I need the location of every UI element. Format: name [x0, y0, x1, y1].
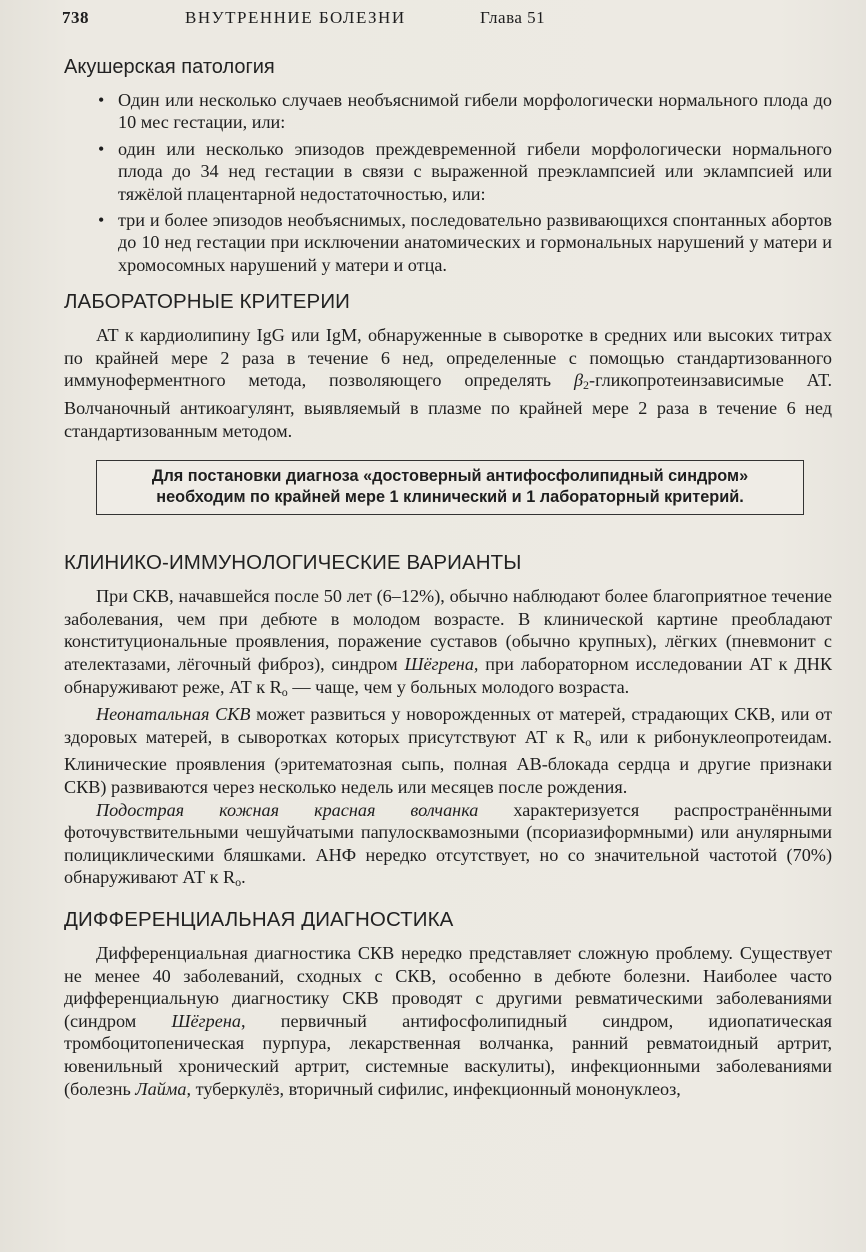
beta-symbol: β — [573, 370, 584, 391]
text-run: , туберкулёз, вторичный сифилис, инфекционный мононуклеоз, — [186, 1078, 681, 1099]
italic-term: Неонатальная СКВ — [96, 704, 251, 725]
page-number: 738 — [62, 8, 89, 27]
subscript: о — [281, 684, 288, 699]
diff-paragraph-1 — [64, 942, 832, 1100]
bullet-icon: • — [98, 210, 105, 231]
section-heading-lab: ЛАБОРАТОРНЫЕ КРИТЕРИИ — [64, 290, 350, 314]
variants-paragraph-2 — [64, 703, 832, 798]
section-heading-variants: КЛИНИКО-ИММУНОЛОГИЧЕСКИЕ ВАРИАНТЫ — [64, 551, 522, 575]
page-header — [62, 8, 842, 34]
page-content — [64, 56, 832, 1100]
bullet-icon: • — [98, 90, 105, 110]
text-run: . — [241, 867, 246, 888]
section-heading-diff: ДИФФЕРЕНЦИАЛЬНАЯ ДИАГНОСТИКА — [64, 907, 454, 931]
diagnosis-callout-box — [96, 460, 804, 515]
variants-paragraph-3 — [64, 799, 832, 894]
text-run: характеризуется распространёнными фоточувствительными чешуйчатыми папулосквамозными (псориазиформными) или анулярными полициклическими бляшками. АНФ нередко отсутствует, но со значительной частотой (70%) обнаруживают АТ к R — [64, 799, 832, 888]
text-run: Дифференциальная диагностика СКВ нередко представляет сложную проблему. Существует не менее 40 заболеваний, сходных с СКВ, особенно в дебюте болезни. Наиболее часто дифференциальную диагностику СКВ проводят с другими ревматическими заболеваниями (синдром — [64, 942, 832, 1031]
italic-term: Шёгрена — [171, 1010, 241, 1031]
italic-term: Лайма — [135, 1078, 187, 1099]
italic-term: Шёгрена — [404, 654, 474, 674]
list-item-text: три и более эпизодов необъяснимых, последовательно развивающихся спонтанных абортов до 10 нед гестации при исключении анатомических и гормональных нарушений у матери и хромосомных нарушений у матери и отца. — [118, 210, 832, 275]
list-item-text: Один или несколько случаев необъяснимой гибели морфологически нормального плода до 10 мес гестации, или: — [118, 90, 832, 133]
obstetric-criteria-list — [64, 89, 832, 276]
text-run: При СКВ, начавшейся после 50 лет (6–12%), обычно наблюдают более благоприятное течение заболевания, чем при дебюте в молодом возрасте. В клинической картине преобладают конституциональные проявления, поражение суставов (обычно крупных), лёгких (пневмонит с ателектазами, лёгочный фиброз), синдром — [64, 586, 832, 674]
text-run: — чаще, чем у больных молодого возраста. — [287, 676, 630, 697]
chapter-label: Глава 51 — [480, 8, 546, 27]
text-run: или к рибонуклеопротеидам. Клинические проявления (эритематозная сыпь, полная АВ-блокада сердца и другие признаки СКВ) развиваются через несколько недель или месяцев после рождения. — [64, 726, 832, 797]
running-title: ВНУТРЕННИЕ БОЛЕЗНИ — [185, 8, 406, 27]
text-run: , первичный антифосфолипидный синдром, идиопатическая тромбоцитопеническая пурпура, лекарственная волчанка, ранний ревматоидный артрит, ювенильный хронический артрит, системные васкулиты), инфекционными заболеваниями (болезнь — [64, 1010, 832, 1099]
list-item — [64, 138, 832, 205]
text-run: -гликопротеинзависимые АТ. Волчаночный антикоагулянт, выявляемый в плазме по крайней мере 2 раза в течение 6 нед стандартизованным методом. — [64, 370, 832, 441]
list-item — [64, 89, 832, 134]
callout-text: Для постановки диагноза «достоверный антифосфолипидный синдром» необходим по крайней мере 1 клинический и 1 лабораторный критерий. — [151, 467, 749, 507]
text-run: может развиться у новорожденных от матерей, страдающих СКВ, или от здоровых матерей, в сыворотках которых присутствуют АТ к R — [64, 704, 832, 747]
subscript: о — [235, 875, 242, 890]
subscript: 2 — [583, 378, 590, 393]
list-item — [64, 209, 832, 276]
lab-criteria-paragraph — [64, 324, 832, 442]
text-run: , при лабораторном исследовании АТ к ДНК обнаруживают реже, АТ к R — [64, 654, 833, 697]
section-heading-obstetric: Акушерская патология — [64, 56, 275, 78]
italic-term: Подострая кожная красная волчанка — [96, 799, 479, 820]
variants-paragraph-1 — [64, 585, 832, 703]
text-run: АТ к кардиолипину IgG или IgM, обнаруженные в сыворотке в средних или высоких титрах по крайней мере 2 раза в течение 6 нед, определенные с помощью стандартизованного иммуноферментного метода, позволяющего определять — [64, 325, 832, 391]
bullet-icon: • — [98, 138, 105, 159]
subscript: о — [585, 734, 592, 749]
list-item-text: один или несколько эпизодов преждевременной гибели морфологически нормального плода до 34 нед гестации в связи с выраженной преэклампсией или эклампсией или тяжёлой плацентарной недостаточностью, или: — [118, 138, 832, 204]
